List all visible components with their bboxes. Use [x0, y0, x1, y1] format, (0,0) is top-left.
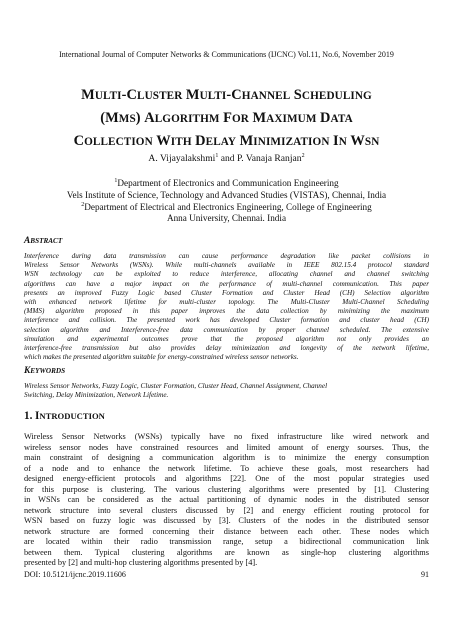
affil-mark: 1 — [114, 177, 118, 184]
body-line: of a node and to enhance the network lifetime. To achieve these goals, most researchers had — [24, 463, 429, 473]
paper-title — [40, 84, 413, 153]
introduction-body — [24, 432, 429, 569]
affil-mark: 2 — [81, 201, 85, 208]
author-affil-mark: 1 — [215, 152, 219, 159]
keywords-line: Wireless Sensor Networks, Fuzzy Logic, Cluster Formation, Cluster Head, Channel Assignment, Channel — [24, 382, 328, 390]
title-line: (MMS) ALGORITHM FOR MAXIMUM DATA — [100, 110, 353, 126]
body-line: Wireless Sensor Networks (WSNs) typically have no fixed infrastructure like wired network and — [24, 432, 429, 441]
body-line: in WSNs can be considered as the actual partitioning of dynamic nodes in the distributed sensor — [24, 495, 429, 504]
page-number: 91 — [421, 570, 429, 579]
affiliation-line — [0, 202, 453, 214]
abstract-line: presents an improved Fuzzy Logic based Cluster Formation and Cluster Head (CH) Selection algorithm — [24, 288, 429, 297]
body-line: presented by [2] and multi-hop clustering algorithms presented by [4]. — [24, 558, 258, 567]
journal-header: International Journal of Computer Networks & Communications (IJCNC) Vol.11, No.6, November 2019 — [59, 50, 394, 59]
abstract-line: interference-free transmission but also provides delay minimization and longevity of the network lifetime, — [24, 344, 429, 353]
author-affil-mark: 2 — [301, 152, 305, 159]
introduction-heading: 1. INTRODUCTION — [24, 410, 105, 422]
affiliation-text: Department of Electronics and Communication Engineering — [117, 178, 339, 188]
keywords-line: Switching, Delay Minimization, Network Lifetime. — [24, 391, 169, 400]
body-line: network structure into several clusters discussed by [2] and energy efficient routing protocol for — [24, 505, 429, 515]
page-footer — [24, 570, 429, 580]
author-conjunction: and — [218, 153, 237, 164]
body-line: WSN based on fuzzy logic was discussed by [3]. Clusters of the nodes in the distributed sensor — [24, 516, 429, 525]
abstract-line: which makes the presented algorithm suitable for energy-constrained wireless sensor networks. — [24, 353, 299, 362]
body-line: network structure are formed concerning their distance between each other. These nodes which — [24, 526, 429, 536]
author-name: A. Vijayalakshmi — [148, 153, 216, 164]
affiliation-text: Anna University, Chennai. India — [166, 213, 287, 224]
body-line: main constraint of designing a communication algorithm is to minimize the energy consumption — [24, 453, 429, 462]
affiliations — [0, 178, 453, 225]
abstract-line: algorithms can have a major impact on the performance of multi-channel communication. This paper — [24, 279, 429, 288]
abstract-line: (MMS) algorithm proposed in this paper improves the data collection by minimizing the maximum — [24, 307, 429, 316]
title-line: MULTI-CLUSTER MULTI-CHANNEL SCHEDULING — [81, 87, 372, 103]
abstract-line: Wireless Sensor Networks (WSNs). While multi-channels available in IEEE 802.15.4 protocol standard — [24, 261, 429, 270]
body-line: designed energy-efficient protocols and algorithms [22]. One of the most popular strategies used — [24, 474, 429, 483]
author-name: P. Vanaja Ranjan — [237, 153, 302, 164]
keywords-heading: KEYWORDS — [24, 366, 66, 376]
affiliation-text: Department of Electrical and Electronics Engineering, College of Engineering — [84, 201, 372, 212]
body-line: are located within their radio transmission range, setup a bidirectional communication link — [24, 537, 429, 546]
affiliation-line — [0, 213, 453, 225]
authors — [0, 153, 453, 165]
keywords-body — [24, 382, 429, 400]
affiliation-line — [0, 178, 453, 190]
abstract-line: selection algorithm and Interference-free data communication by proper channel scheduled. The extensive — [24, 325, 429, 334]
affiliation-text: Vels Institute of Science, Technology and Advanced Studies (VISTAS), Chennai, India — [66, 189, 387, 200]
abstract-body — [24, 252, 429, 362]
abstract-line: interference and collision. The presented work has developed Cluster formation and cluster head (CH) — [24, 316, 429, 325]
body-line: for this purpose is clustering. The various clustering algorithms were presented by [1]. Clustering — [24, 484, 429, 494]
abstract-heading: ABSTRACT — [24, 236, 63, 246]
abstract-line: simulation and experimental outcomes prove that the proposed algorithm not only provides an — [24, 334, 429, 343]
abstract-line: Interference during data transmission can cause performance degradation like packet collisions in — [24, 252, 429, 260]
abstract-line: with enhanced network lifetime for multi-cluster topology. The Multi-Cluster Multi-Channel Scheduling — [24, 298, 429, 307]
body-line: wireless sensor nodes have constrained resources and limited amount of energy sourses. Thus, the — [24, 442, 429, 452]
abstract-line: WSN technology can be exploited to reduce interference, allocating channel and channel switching — [24, 270, 429, 279]
title-line: COLLECTION WITH DELAY MINIMIZATION IN WSN — [73, 133, 380, 149]
body-line: between them. Typical clustering algorithms are known as single-hop clustering algorithms — [24, 547, 429, 557]
affiliation-line — [0, 190, 453, 202]
doi-link[interactable]: DOI: 10.5121/ijcnc.2019.11606 — [24, 570, 126, 579]
